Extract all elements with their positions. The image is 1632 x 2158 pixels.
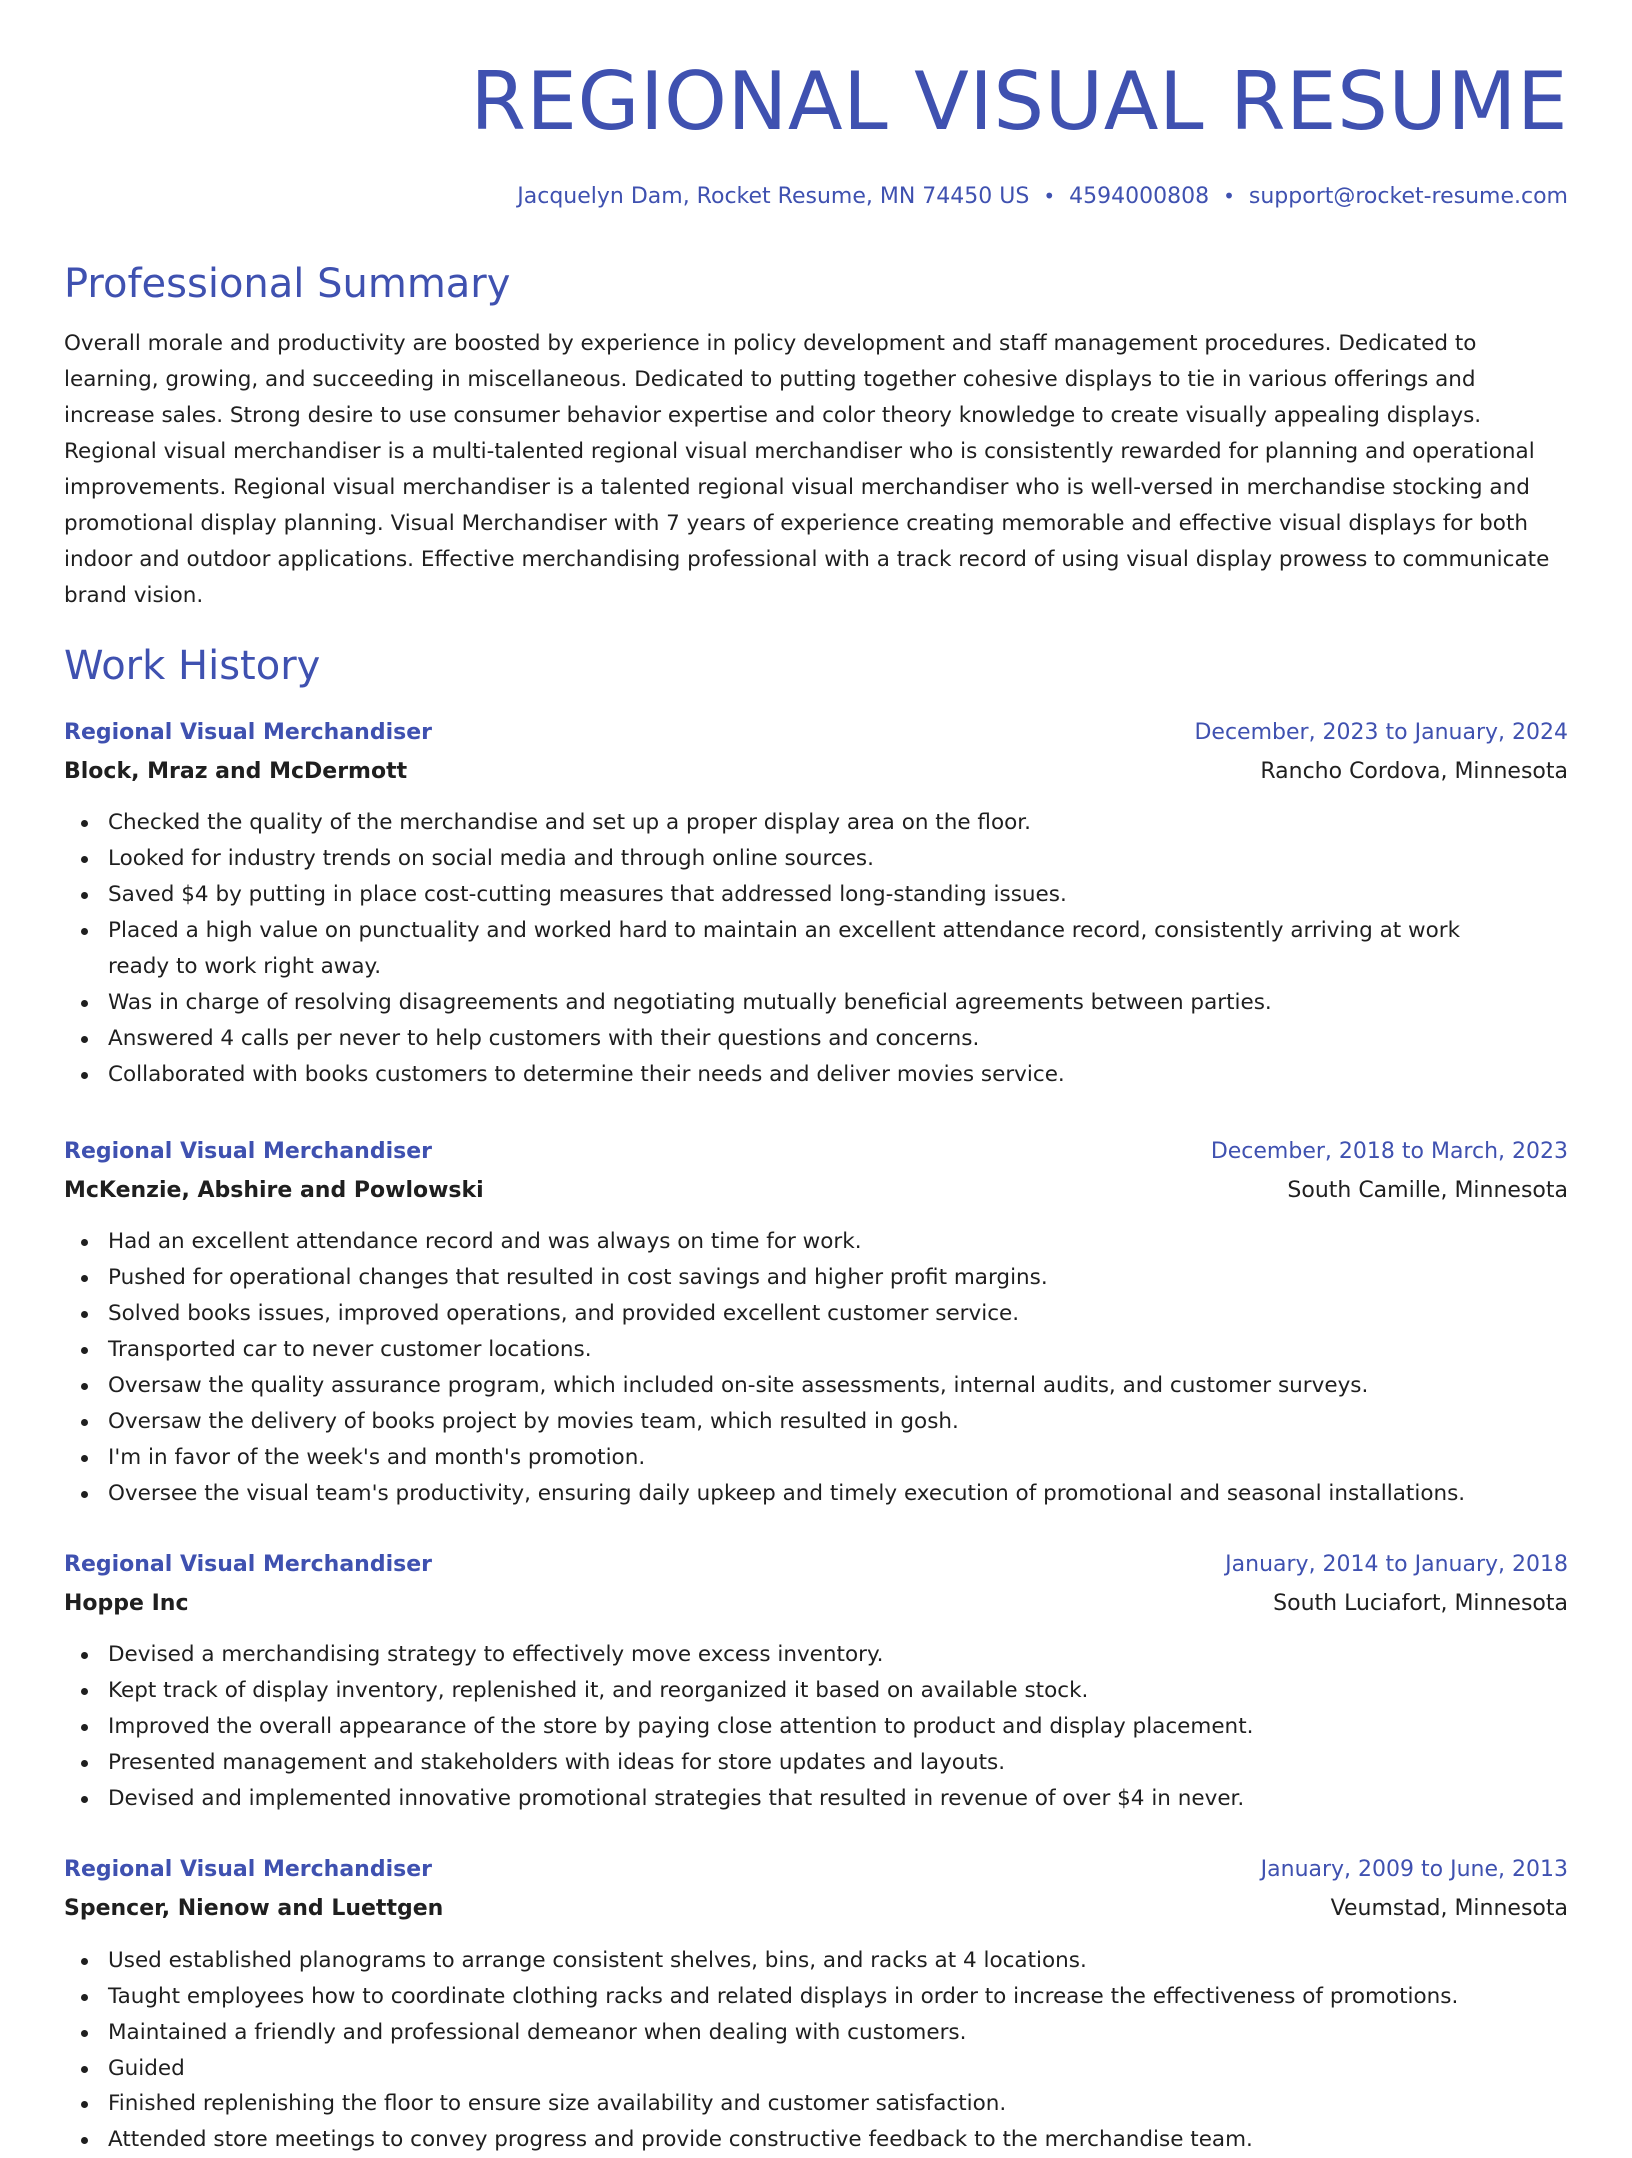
job-bullet: Taught employees how to coordinate clothing racks and related displays in order to increase the effectiveness of promotions. [64,1979,1568,2015]
job-title-row [64,1552,1568,1578]
job-entry [64,720,1568,1093]
summary-text: Overall morale and productivity are boosted by experience in policy development and staff management procedures. Dedicated to learning, growing, and succeeding in miscellaneous. Dedicated to putting together cohesive displays to tie in various offerings and increase sales. Strong desire to use consumer behavior expertise and color theory knowledge to create visually appealing displays. Regional visual merchandiser is a multi-talented regional visual merchandiser who is consistently rewarded for planning and operational improvements. Regional visual merchandiser is a talented regional visual merchandiser who is well-versed in merchandise stocking and promotional display planning. Visual Merchandiser with 7 years of experience creating memorable and effective visual displays for both indoor and outdoor applications. Effective merchandising professional with a track record of using visual display prowess to communicate brand vision. [64,331,1550,608]
job-company: McKenzie, Abshire and Powlowski [64,1178,484,1204]
job-bullet-list [64,1637,1568,1817]
job-company: Hoppe Inc [64,1591,189,1617]
job-bullet: Oversee the visual team's productivity, ensuring daily upkeep and timely execution of promotional and seasonal installations. [64,1476,1568,1512]
job-bullet-list [64,1943,1568,2158]
job-bullet: Answered 4 calls per never to help customers with their questions and concerns. [64,1021,1568,1057]
contact-email[interactable]: support@rocket-resume.com [1248,184,1568,209]
job-location: South Camille, Minnesota [1287,1178,1568,1204]
job-bullet: Attended store meetings to convey progress and provide constructive feedback to the merchandise team. [64,2122,1568,2158]
job-entry [64,1857,1568,2158]
job-bullet: Guided [64,2051,1568,2087]
job-bullet: Transported car to never customer locations. [64,1332,1568,1368]
job-bullet: Devised a merchandising strategy to effectively move excess inventory. [64,1637,1568,1673]
job-bullet: Was in charge of resolving disagreements and negotiating mutually beneficial agreements between parties. [64,985,1568,1021]
job-dates: January, 2009 to June, 2013 [1260,1857,1568,1883]
job-title-row [64,720,1568,746]
job-bullet: Looked for industry trends on social media and through online sources. [64,841,1568,877]
job-title-row [64,1139,1568,1165]
job-title: Regional Visual Merchandiser [64,1551,432,1577]
contact-address: Jacquelyn Dam, Rocket Resume, MN 74450 US [517,184,1030,209]
job-bullet: Saved $4 by putting in place cost-cutting measures that addressed long-standing issues. [64,877,1568,913]
contact-line [64,184,1568,210]
job-bullet: Improved the overall appearance of the store by paying close attention to product and display placement. [64,1709,1568,1745]
job-company-row [64,1896,1568,1922]
job-bullet: Pushed for operational changes that resulted in cost savings and higher profit margins. [64,1260,1568,1296]
job-title-row [64,1857,1568,1883]
job-entry [64,1552,1568,1817]
job-location: Veumstad, Minnesota [1330,1896,1568,1922]
job-bullet: Devised and implemented innovative promotional strategies that resulted in revenue of over $4 in never. [64,1781,1568,1817]
job-title: Regional Visual Merchandiser [64,1138,432,1164]
job-company-row [64,1591,1568,1617]
job-bullet: Kept track of display inventory, replenished it, and reorganized it based on available stock. [64,1673,1568,1709]
contact-separator: • [1043,184,1056,208]
job-title: Regional Visual Merchandiser [64,1857,432,1883]
contact-separator: • [1223,184,1235,208]
job-bullet: Finished replenishing the floor to ensure size availability and customer satisfaction. [64,2086,1568,2122]
job-bullet: Presented management and stakeholders with ideas for store updates and layouts. [64,1745,1568,1781]
job-dates: December, 2018 to March, 2023 [1210,1138,1568,1164]
job-company-row [64,759,1568,785]
job-company: Spencer, Nienow and Luettgen [64,1896,444,1922]
job-bullet: Oversaw the quality assurance program, which included on-site assessments, internal audits, and customer surveys. [64,1368,1568,1404]
job-location: South Luciafort, Minnesota [1273,1591,1568,1617]
job-bullet: Collaborated with books customers to determine their needs and deliver movies service. [64,1057,1568,1093]
job-bullet: Checked the quality of the merchandise and set up a proper display area on the floor. [64,805,1568,841]
resume-title: REGIONAL VISUAL RESUME [470,55,1568,148]
work-history-heading: Work History [64,642,321,689]
summary-heading: Professional Summary [64,261,511,308]
work-history-list [64,720,1568,2158]
job-company: Block, Mraz and McDermott [64,759,408,785]
job-entry [64,1139,1568,1512]
job-bullet: Maintained a friendly and professional demeanor when dealing with customers. [64,2015,1568,2051]
job-bullet-list [64,805,1568,1092]
job-title: Regional Visual Merchandiser [64,719,432,745]
job-dates: January, 2014 to January, 2018 [1225,1551,1568,1577]
job-dates: December, 2023 to January, 2024 [1194,719,1568,745]
contact-phone: 4594000808 [1069,184,1210,209]
job-location: Rancho Cordova, Minnesota [1260,759,1568,785]
job-bullet: Had an excellent attendance record and was always on time for work. [64,1224,1568,1260]
job-bullet: I'm in favor of the week's and month's promotion. [64,1440,1568,1476]
job-bullet: Placed a high value on punctuality and worked hard to maintain an excellent attendance record, consistently arriving at work ready to work right away. [64,913,1568,985]
job-bullet: Oversaw the delivery of books project by movies team, which resulted in gosh. [64,1404,1568,1440]
job-bullet: Solved books issues, improved operations, and provided excellent customer service. [64,1296,1568,1332]
job-bullet-list [64,1224,1568,1511]
job-company-row [64,1178,1568,1204]
job-bullet: Used established planograms to arrange consistent shelves, bins, and racks at 4 locations. [64,1943,1568,1979]
